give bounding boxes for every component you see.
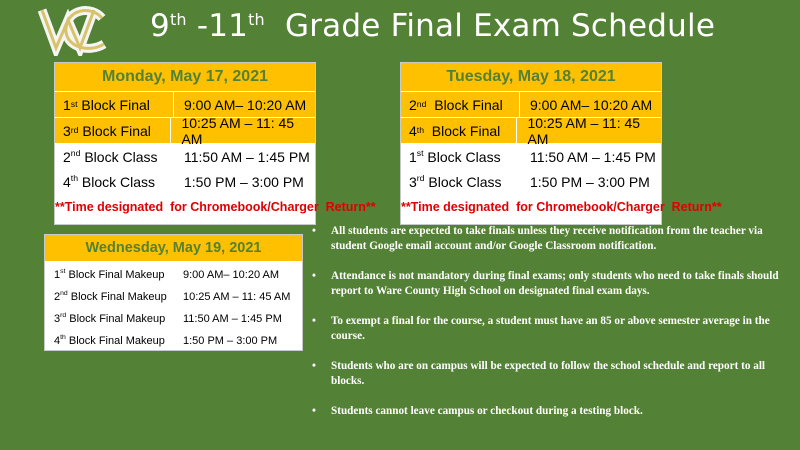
school-logo: [38, 4, 110, 56]
table-row: [45, 286, 302, 308]
tuesday-schedule: [400, 62, 722, 225]
bullet-text: Attendance is not mandatory during final exams; only students who need to take finals should report to Ware County High School on designated final exam days.: [331, 270, 779, 297]
monday-schedule: [54, 62, 376, 225]
block-label: 1 $^{st}$ Block Final: [55, 92, 174, 117]
title-part2: -11: [186, 8, 249, 44]
block-time: 11:50 AM – 1:45 PM: [184, 148, 310, 165]
block-time: 10:25 AM – 11: 45 AM: [527, 114, 641, 147]
block-label: 1st Block Final Makeup: [54, 268, 165, 281]
exam-policy-list: [312, 224, 796, 434]
table-row: [45, 264, 302, 286]
table-row: [45, 330, 302, 352]
table-row: [55, 144, 315, 169]
bullet-icon: •: [312, 360, 316, 372]
block-label: 3 $^{rd}$ Block Final: [55, 118, 171, 143]
block-label: 2 $^{nd}$ Block Final: [401, 92, 520, 117]
bullet-text: Students who are on campus will be expected to follow the school schedule and report to all blocks.: [331, 360, 766, 387]
list-item: [312, 314, 796, 344]
block-time: 9:00 AM– 10:20 AM: [530, 96, 653, 113]
wednesday-schedule: [44, 234, 303, 351]
block-time: 11:50 AM – 1:45 PM: [530, 148, 656, 165]
table-row: [401, 114, 661, 147]
block-label: 4 $^{th}$ Block Final: [401, 118, 517, 143]
list-item: [312, 224, 796, 254]
table-row: [401, 144, 661, 169]
table-row: [45, 308, 302, 330]
title-sup1: th: [169, 10, 187, 29]
title-part3: Grade Final Exam Schedule: [264, 8, 716, 44]
block-label: 3rd Block Class: [409, 172, 502, 190]
monday-header: Monday, May 17, 2021: [55, 63, 315, 92]
block-label: 4th Block Class: [63, 172, 156, 190]
block-time: 1:50 PM – 3:00 PM: [183, 335, 278, 347]
block-time: 9:00 AM– 10:20 AM: [183, 269, 280, 281]
block-time: 10:25 AM – 11: 45 AM: [183, 291, 291, 303]
chromebook-return-note: **Time designated for Chromebook/Charger Return**: [401, 200, 722, 214]
block-label: 1st Block Class: [409, 147, 501, 165]
wednesday-header: Wednesday, May 19, 2021: [45, 235, 302, 262]
title-sup2: th: [248, 10, 265, 29]
block-time: 11:50 AM – 1:45 PM: [183, 313, 282, 325]
bullet-text: To exempt a final for the course, a student must have an 85 or above semester average in the course.: [331, 315, 770, 342]
list-item: [312, 404, 796, 419]
block-time: 1:50 PM – 3:00 PM: [530, 173, 650, 190]
bullet-text: Students cannot leave campus or checkout during a testing block.: [331, 405, 643, 417]
table-row: [401, 169, 661, 194]
tuesday-header: Tuesday, May 18, 2021: [401, 63, 661, 92]
bullet-icon: •: [312, 225, 316, 237]
block-label: 2nd Block Final Makeup: [54, 290, 167, 303]
block-label: 2nd Block Class: [63, 147, 158, 165]
block-label: 4th Block Final Makeup: [54, 334, 165, 347]
bullet-icon: •: [312, 270, 316, 282]
page-title: [150, 8, 715, 44]
list-item: [312, 359, 796, 389]
title-part1: 9: [150, 8, 170, 44]
table-row: [55, 169, 315, 194]
bullet-icon: •: [312, 405, 316, 417]
bullet-text: All students are expected to take finals unless they receive notification from the teacher via student Google email account and/or Google Classroom notification.: [331, 225, 763, 252]
list-item: [312, 269, 796, 299]
bullet-icon: •: [312, 315, 316, 327]
block-time: 1:50 PM – 3:00 PM: [184, 173, 304, 190]
chromebook-return-note: **Time designated for Chromebook/Charger Return**: [55, 200, 376, 214]
block-time: 9:00 AM– 10:20 AM: [184, 96, 307, 113]
block-label: 3rd Block Final Makeup: [54, 312, 166, 325]
block-time: 10:25 AM – 11: 45 AM: [181, 114, 295, 147]
table-row: [55, 114, 315, 147]
